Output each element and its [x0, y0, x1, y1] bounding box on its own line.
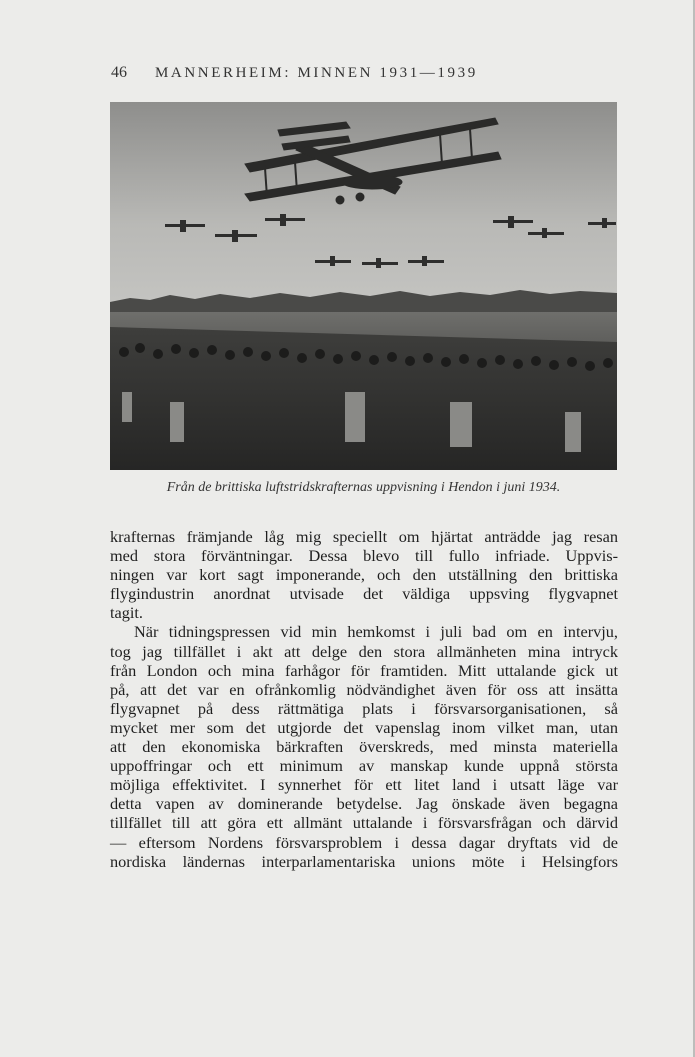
text-line: — eftersom Nordens försvarsproblem i dessa dagar dryftats vid de [110, 832, 618, 852]
running-title: MANNERHEIM: MINNEN 1931—1939 [155, 65, 478, 81]
photo-caption: Från de brittiska luftstridskrafternas uppvisning i Hendon i juni 1934. [166, 480, 561, 495]
text-line: krafternas främjande låg mig speciellt om hjärtat anträdde jag resan [110, 527, 618, 546]
page-number: 46 [111, 64, 127, 81]
text-line: på, att det var en ofrånkomlig nödvändighet även för oss att insätta [110, 679, 618, 699]
text-line: med stora förväntningar. Dessa blevo till fullo infriade. Uppvis- [110, 546, 618, 566]
airshow-photo-illustration [110, 102, 617, 470]
sky [110, 102, 617, 307]
text-line: tagit. [110, 603, 144, 623]
text-line: tillfället till att göra ett allmänt uttalande i försvarsfrågan och därvid [110, 813, 618, 833]
text-line: ningen var kort sagt imponerande, och den utställning den brittiska [110, 565, 618, 585]
text-line: från London och mina farhågor för framtiden. Mitt uttalande gick ut [110, 660, 618, 680]
text-line: tog jag tillfället i akt att delge den stora allmänheten mina intryck [110, 641, 618, 661]
text-line: uppoffringar och ett minimum av manskap kunde uppnå största [110, 756, 618, 776]
body-text [110, 527, 618, 871]
text-line: möjliga effektivitet. I synnerhet för ett litet land i utsatt läge var [110, 775, 618, 795]
text-line: flygvapnet på dess rättmätiga plats i försvarsorganisationen, så [110, 698, 618, 718]
text-line: När tidningspressen vid min hemkomst i juli bad om en intervju, [134, 622, 618, 642]
text-line: mycket mer som det utgjorde det vapenslag inom vilket man, utan [110, 717, 618, 737]
photograph [110, 102, 617, 470]
running-header [111, 64, 571, 82]
text-line: detta vapen av dominerande betydelse. Jag önskade även begagna [110, 794, 618, 814]
text-line: nordiska ländernas interparlamentariska unions möte i Helsingfors [110, 851, 618, 871]
text-line: att den ekonomiska bärkraften överskreds, med minsta materiella [110, 737, 618, 757]
text-line: flygindustrin anordnat utvisade det väldiga uppsving flygvapnet [110, 584, 618, 604]
